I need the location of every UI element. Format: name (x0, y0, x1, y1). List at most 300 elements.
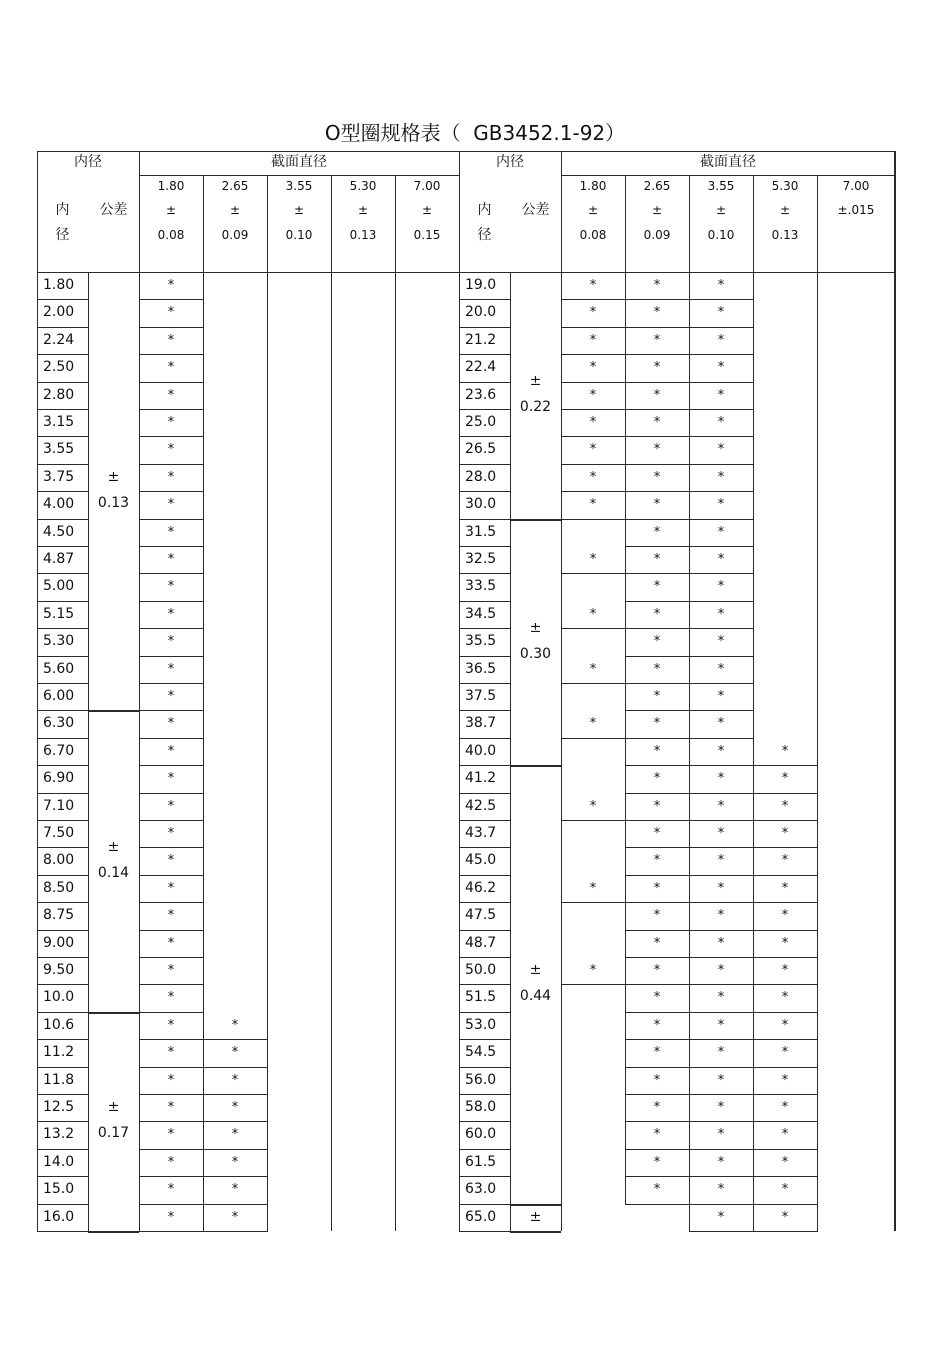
left-mark-cell-line (139, 354, 140, 382)
left-mark-cell-line (139, 902, 140, 930)
right-mark-cell-line (753, 1094, 754, 1122)
right-row-id: 41.2 (465, 770, 497, 787)
right-row-mark: * (717, 853, 725, 869)
left-mark-cell-line (203, 382, 204, 410)
left-mark-cell-line (139, 299, 140, 327)
right-row-mark: * (653, 332, 661, 348)
left-header-inner-char-1: 内 (55, 202, 70, 218)
right-mark-cell-line (625, 820, 626, 848)
left-row-id: 2.50 (43, 359, 75, 376)
left-row-id: 2.80 (43, 386, 75, 403)
left-row-line (37, 1231, 88, 1232)
left-row-id: 9.00 (43, 934, 75, 951)
right-row-mark: * (653, 798, 661, 814)
right-row-mark: * (589, 606, 597, 622)
right-mark-cell-line (753, 1012, 754, 1040)
left-row-mark: * (167, 716, 175, 732)
right-row-mark: * (653, 826, 661, 841)
right-mark-cell-line (561, 683, 625, 684)
left-header-tolerance: 公差 (99, 202, 128, 218)
left-id-divider (88, 930, 89, 957)
right-row-mark: * (653, 579, 661, 595)
right-row-id: 45.0 (465, 852, 497, 869)
left-mark-cell-line (139, 436, 140, 464)
right-tolerance-value: 0.30 (519, 645, 552, 662)
left-mark-cell-line (203, 628, 204, 656)
right-mark-cell-line (689, 272, 690, 300)
right-row-mark: * (653, 524, 661, 540)
left-section-pm-2: ± (293, 203, 305, 217)
left-row-mark: * (167, 1072, 175, 1088)
right-mark-cell-line (689, 601, 690, 629)
left-mark-cell-line (139, 710, 140, 738)
left-row-id: 15.0 (43, 1181, 75, 1198)
right-row-mark: * (589, 278, 597, 293)
left-mark-cell-line (203, 573, 204, 601)
left-row-mark: * (167, 332, 175, 348)
right-mark-cell-line (689, 409, 690, 437)
right-id-divider (510, 436, 511, 463)
right-mark-cell-line (753, 683, 754, 711)
left-mark-cell-line (139, 1231, 203, 1232)
left-mark-cell-line (139, 1067, 140, 1095)
left-mark-cell-line (139, 491, 140, 519)
left-id-divider (88, 1149, 89, 1176)
right-mark-cell-line (625, 1204, 689, 1205)
right-mark-cell-line (753, 519, 754, 547)
left-id-divider (88, 1176, 89, 1203)
right-section-pm-2: ± (715, 203, 727, 217)
right-row-id: 35.5 (465, 633, 497, 650)
left-header-inner-diameter: 内径 (74, 154, 102, 170)
right-row-mark: * (717, 935, 725, 951)
right-section-tol-4: ±.015 (837, 203, 875, 217)
right-row-id: 19.0 (465, 277, 497, 293)
right-row-id: 61.5 (465, 1153, 497, 1170)
right-row-mark: * (781, 743, 789, 759)
right-mark-cell-line (625, 1067, 626, 1095)
right-row-id: 37.5 (465, 688, 497, 704)
left-id-divider (88, 1012, 89, 1039)
left-tolerance-group-border (88, 710, 139, 712)
right-id-divider (510, 930, 511, 957)
right-row-mark: * (653, 606, 661, 622)
right-mark-cell-line (625, 656, 626, 684)
left-mark-cell-line (203, 656, 204, 684)
right-mark-cell-line (625, 738, 626, 766)
left-row-mark: * (167, 1154, 175, 1170)
right-mark-cell-line (625, 1039, 626, 1067)
left-mark-cell-line (203, 519, 204, 547)
right-mark-cell-line (625, 793, 626, 821)
left-mark-cell-line (139, 382, 140, 410)
right-mark-cell-line (561, 984, 625, 985)
right-mark-cell-line (625, 436, 626, 464)
left-row-id: 4.00 (43, 496, 75, 513)
left-mark-cell-line (139, 683, 140, 711)
right-mark-cell-line (625, 601, 626, 629)
right-mark-cell-line (625, 519, 626, 547)
left-row-id: 9.50 (43, 962, 75, 978)
left-mark-cell-line (203, 683, 204, 711)
right-row-mark: * (717, 1154, 725, 1170)
right-mark-cell-line (689, 710, 690, 738)
left-section-pm-0: ± (165, 203, 177, 217)
right-mark-cell-line (625, 1149, 626, 1177)
right-mark-cell-line (753, 984, 754, 1012)
right-section-tol-2: 0.10 (707, 228, 735, 242)
left-row-mark: * (167, 1209, 175, 1225)
right-row-mark: * (717, 716, 725, 732)
left-row-mark: * (167, 935, 175, 951)
right-section-size-1: 2.65 (643, 179, 671, 193)
right-mark-cell-line (689, 902, 690, 930)
left-row-mark: * (231, 1072, 239, 1088)
left-tolerance-pm: ± (107, 469, 120, 486)
left-row-mark: * (167, 880, 175, 896)
right-row-mark: * (653, 935, 661, 951)
right-mark-cell-line (561, 710, 562, 738)
left-mark-cell-line (139, 820, 140, 848)
right-mark-cell-line (625, 491, 626, 519)
left-id-divider (88, 573, 89, 600)
right-row-id: 53.0 (465, 1016, 497, 1033)
left-mark-cell-line (139, 847, 140, 875)
left-tolerance-group-border (88, 1012, 139, 1014)
right-row-mark: * (717, 387, 725, 403)
right-id-divider (510, 299, 511, 326)
right-mark-cell-line (689, 1149, 690, 1177)
right-row-mark: * (717, 880, 725, 896)
right-tolerance-value: 0.22 (519, 399, 552, 416)
right-row-mark: * (781, 1182, 789, 1198)
left-mark-cell-line (139, 272, 140, 300)
left-mark-cell-line (203, 875, 204, 903)
right-row-mark: * (653, 1154, 661, 1170)
right-mark-cell-line (561, 820, 625, 821)
right-mark-cell-line (625, 930, 626, 958)
left-mark-cell-line (203, 1094, 204, 1122)
page-title: O型圈规格表（ GB3452.1-92） (324, 121, 626, 145)
right-id-divider (510, 1176, 511, 1203)
right-id-divider (510, 491, 511, 518)
left-tolerance-pm: ± (107, 839, 120, 856)
right-mark-cell-line (689, 1176, 690, 1204)
right-mark-cell-line (625, 1176, 626, 1204)
left-id-divider (88, 299, 89, 326)
right-row-mark: * (781, 771, 789, 787)
right-id-divider (510, 875, 511, 902)
left-section-divider (459, 175, 460, 1231)
left-row-mark: * (167, 606, 175, 622)
left-mark-cell-line (203, 491, 204, 519)
right-mark-cell-line (689, 738, 690, 766)
right-row-mark: * (717, 1072, 725, 1088)
right-mark-cell-line (561, 957, 562, 985)
right-row-id: 21.2 (465, 331, 497, 348)
left-tolerance-pm: ± (107, 1099, 120, 1116)
right-mark-cell-line (561, 656, 562, 684)
right-section-size-3: 5.30 (771, 179, 799, 193)
left-row-mark: * (167, 524, 175, 540)
right-mark-cell-line (689, 930, 690, 958)
right-mark-cell-line (625, 327, 626, 355)
left-mark-cell-line (139, 875, 140, 903)
right-id-divider (510, 820, 511, 847)
right-row-mark: * (653, 716, 661, 732)
right-row-id: 51.5 (465, 989, 497, 1006)
right-row-id: 50.0 (465, 962, 497, 978)
right-row-mark: * (653, 1100, 661, 1115)
left-mark-cell-line (139, 1204, 140, 1232)
left-mark-cell-line (203, 1231, 267, 1232)
left-row-mark: * (231, 1045, 239, 1061)
left-id-divider (88, 327, 89, 354)
right-mark-cell-line (753, 573, 754, 601)
left-section-size-3: 5.30 (349, 179, 377, 193)
left-row-mark: * (167, 497, 175, 513)
left-section-tol-1: 0.09 (221, 228, 249, 242)
right-id-divider (510, 710, 511, 737)
right-row-mark: * (653, 661, 661, 677)
right-row-mark: * (717, 798, 725, 814)
right-mark-cell-line (689, 847, 690, 875)
left-row-mark: * (231, 1127, 239, 1143)
left-row-mark: * (167, 661, 175, 677)
left-mark-cell-line (139, 765, 140, 793)
right-id-divider (510, 573, 511, 600)
right-id-divider (510, 519, 511, 546)
right-mark-cell-line (689, 1094, 690, 1122)
right-mark-cell-line (625, 847, 626, 875)
right-id-divider (510, 1039, 511, 1066)
left-mark-cell-line (203, 1012, 204, 1040)
right-row-mark: * (717, 1127, 725, 1143)
left-section-pm-1: ± (229, 203, 241, 217)
left-row-mark: * (167, 743, 175, 759)
right-row-mark: * (781, 935, 789, 951)
right-mark-cell-line (753, 382, 754, 410)
right-row-mark: * (717, 469, 725, 485)
right-mark-cell-line (561, 409, 562, 437)
right-row-mark: * (781, 1154, 789, 1170)
right-mark-cell-line (689, 656, 690, 684)
right-row-mark: * (653, 1017, 661, 1033)
right-mark-cell-line (689, 519, 690, 547)
right-mark-cell-line (753, 847, 754, 875)
left-row-mark: * (167, 360, 175, 376)
right-row-mark: * (781, 826, 789, 841)
right-row-mark: * (781, 1045, 789, 1061)
right-mark-cell-line (753, 820, 754, 848)
left-row-id: 11.8 (43, 1071, 75, 1088)
right-row-mark: * (589, 552, 597, 567)
right-section-tol-0: 0.08 (579, 228, 607, 242)
left-id-divider (88, 519, 89, 546)
right-row-id: 26.5 (465, 441, 497, 458)
right-mark-cell-line (689, 683, 690, 711)
left-mark-cell-line (203, 354, 204, 382)
left-id-divider (88, 382, 89, 409)
left-tolerance-value: 0.13 (97, 495, 130, 512)
left-id-divider (88, 436, 89, 463)
left-mark-cell-line (203, 765, 204, 793)
left-tolerance-value: 0.14 (97, 865, 130, 882)
right-row-mark: * (653, 387, 661, 403)
right-section-pm-0: ± (587, 203, 599, 217)
right-mark-cell-line (689, 1121, 690, 1149)
right-row-mark: * (781, 1209, 789, 1225)
left-section-tol-0: 0.08 (157, 228, 185, 242)
right-mark-cell-line (753, 957, 754, 985)
right-mark-cell-line (561, 902, 625, 903)
right-mark-cell-line (625, 1012, 626, 1040)
right-section-size-2: 3.55 (707, 179, 735, 193)
left-id-divider (88, 1204, 89, 1231)
right-row-mark: * (589, 332, 597, 348)
left-section-tol-4: 0.15 (413, 228, 441, 242)
right-mark-cell-line (753, 1067, 754, 1095)
right-mark-cell-line (561, 354, 562, 382)
left-mark-cell-line (203, 299, 204, 327)
left-row-mark: * (167, 1045, 175, 1061)
right-row-id: 43.7 (465, 825, 497, 841)
right-mark-cell-line (625, 984, 626, 1012)
left-row-id: 5.60 (43, 660, 75, 677)
right-mark-cell-line (689, 436, 690, 464)
left-row-mark: * (167, 278, 175, 293)
right-row-mark: * (589, 661, 597, 677)
left-id-divider (88, 272, 89, 299)
right-section-pm-3: ± (779, 203, 791, 217)
right-header-section-diameter: 截面直径 (700, 154, 756, 170)
right-mark-cell-line (625, 464, 626, 492)
right-mark-cell-line (689, 1012, 690, 1040)
right-mark-cell-line (561, 628, 625, 629)
right-mark-cell-line (689, 299, 690, 327)
left-row-mark: * (167, 798, 175, 814)
right-tolerance-pm: ± (529, 619, 542, 636)
left-tolerance-group-border (88, 1231, 139, 1233)
right-mark-cell-line (689, 765, 690, 793)
right-mark-cell-line (625, 546, 626, 574)
right-section-size-4: 7.00 (842, 179, 870, 193)
right-row-mark: * (781, 990, 789, 1006)
left-mark-cell-line (203, 409, 204, 437)
right-row-mark: * (653, 743, 661, 759)
right-id-divider (510, 272, 511, 299)
right-mark-cell-line (561, 491, 562, 519)
right-row-mark: * (653, 990, 661, 1006)
left-row-id: 12.5 (43, 1099, 75, 1115)
left-mark-cell-line (139, 464, 140, 492)
left-id-divider (88, 765, 89, 792)
left-mark-cell-line (139, 793, 140, 821)
right-row-mark: * (653, 634, 661, 650)
right-row-mark: * (653, 469, 661, 485)
left-mark-cell-line (139, 930, 140, 958)
right-mark-cell-line (689, 327, 690, 355)
left-mark-cell-line (203, 847, 204, 875)
left-mark-cell-line (203, 984, 204, 1012)
left-row-mark: * (167, 963, 175, 978)
right-row-mark: * (653, 305, 661, 321)
right-section-divider (817, 175, 818, 1231)
left-mark-cell-line (203, 436, 204, 464)
right-row-mark: * (717, 634, 725, 650)
right-mark-cell-line (689, 464, 690, 492)
left-id-divider (88, 957, 89, 984)
right-mark-cell-line (753, 1039, 754, 1067)
left-row-id: 11.2 (43, 1044, 75, 1061)
left-id-divider (88, 793, 89, 820)
right-row-id: 32.5 (465, 551, 497, 567)
right-header-inner-char-2: 径 (477, 227, 492, 243)
right-col-divider (895, 151, 896, 1231)
left-section-size-1: 2.65 (221, 179, 249, 193)
right-row-mark: * (781, 853, 789, 869)
right-row-id: 54.5 (465, 1044, 497, 1061)
right-mark-cell-line (753, 1149, 754, 1177)
right-row-id: 40.0 (465, 742, 497, 759)
left-row-id: 4.87 (43, 551, 75, 567)
left-mark-cell-line (203, 327, 204, 355)
right-mark-cell-line (625, 765, 626, 793)
right-row-mark: * (717, 552, 725, 567)
left-mark-cell-line (139, 656, 140, 684)
left-mark-cell-line (203, 1039, 204, 1067)
right-row-mark: * (589, 442, 597, 458)
left-section-pm-4: ± (421, 203, 433, 217)
right-row-mark: * (589, 415, 597, 430)
left-section-pm-3: ± (357, 203, 369, 217)
left-mark-cell-line (139, 738, 140, 766)
right-mark-cell-line (753, 354, 754, 382)
right-mark-cell-line (689, 1231, 753, 1232)
left-id-divider (88, 601, 89, 628)
left-row-mark: * (167, 552, 175, 567)
right-mark-cell-line (753, 875, 754, 903)
right-id-divider (510, 738, 511, 765)
left-row-mark: * (231, 1100, 239, 1115)
right-row-mark: * (653, 552, 661, 567)
left-header-section-diameter: 截面直径 (271, 154, 327, 170)
right-tolerance-group-border (510, 765, 561, 767)
right-row-mark: * (653, 771, 661, 787)
right-tolerance-value: 0.44 (519, 988, 552, 1005)
left-mark-cell-line (139, 327, 140, 355)
right-mark-cell-line (561, 464, 562, 492)
left-row-mark: * (167, 853, 175, 869)
left-mark-cell-line (203, 1067, 204, 1095)
right-row-mark: * (589, 469, 597, 485)
left-id-divider (88, 902, 89, 929)
right-mark-cell-line (561, 601, 562, 629)
right-row-mark: * (653, 963, 661, 978)
left-row-id: 3.15 (43, 414, 75, 430)
left-id-divider (88, 656, 89, 683)
right-mark-cell-line (753, 464, 754, 492)
right-row-mark: * (717, 689, 725, 704)
left-row-mark: * (167, 415, 175, 430)
left-row-mark: * (167, 579, 175, 595)
left-row-id: 4.50 (43, 523, 75, 540)
right-row-mark: * (717, 579, 725, 595)
right-mark-cell-line (753, 930, 754, 958)
right-mark-cell-line (753, 272, 754, 300)
right-mark-cell-line (689, 820, 690, 848)
left-row-mark: * (167, 305, 175, 321)
